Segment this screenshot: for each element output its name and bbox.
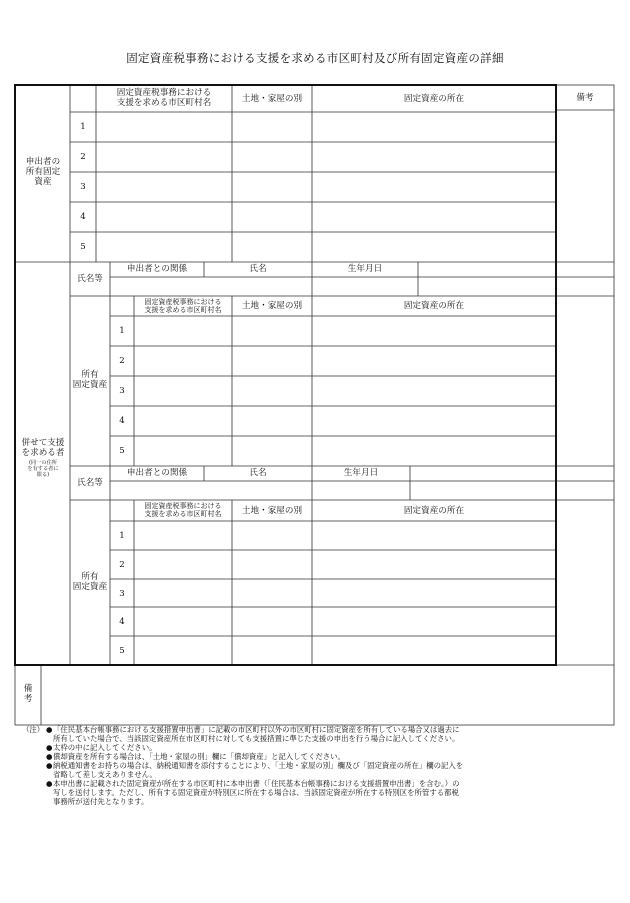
applicant-label: 申出者の 所有固定 資産: [25, 157, 61, 187]
municipality-header: 固定資産税事務における 支援を求める市区町村名: [144, 298, 222, 315]
birth-header: 生年月日: [343, 468, 379, 478]
row-number: 2: [80, 152, 86, 162]
relation-header: 申出者との関係: [126, 468, 188, 478]
location-header: 固定資産の所在: [403, 506, 465, 516]
row-number: 2: [119, 560, 125, 570]
name-header: 氏名: [249, 468, 267, 478]
notes-lead: （注）: [22, 725, 45, 734]
row-number: 5: [119, 646, 125, 656]
location-header: 固定資産の所在: [403, 94, 465, 104]
birth-header: 生年月日: [347, 264, 383, 274]
row-number: 5: [80, 242, 86, 252]
location-header: 固定資産の所在: [403, 301, 465, 311]
note-item: ● 太枠の中に記入してください。: [46, 743, 157, 752]
municipality-header: 固定資産税事務における 支援を求める市区町村名: [116, 88, 212, 108]
bullet: ●: [46, 761, 53, 770]
co-applicant-note: (同一の住所 を有する者に 限る): [27, 460, 59, 479]
name-header: 氏名: [249, 264, 267, 274]
bullet: ●: [46, 725, 53, 734]
row-number: 3: [119, 386, 125, 396]
note-item: ● 納税通知書をお持ちの場合は、納税通知書を添付することにより、「土地・家屋の別」欄及び「固定資産の所在」欄の記入を 省略して差し支えありません。: [46, 761, 464, 779]
note-item: （注） ● 「住民基本台帳事務における支援措置申出書」に記載の市区町村以外の市区町村に固定資産を所有している場合又は過去に 所有していた場合で、当該固定資産所在市区町村に対しても支援措置に準じた支援の申出を行う場合に記入してください。: [22, 725, 460, 743]
row-number: 2: [119, 356, 125, 366]
row-number: 3: [80, 182, 86, 192]
relation-header: 申出者との関係: [126, 264, 188, 274]
row-number: 1: [119, 326, 125, 336]
outer-frame: [15, 85, 614, 725]
row-number: 3: [119, 589, 125, 599]
row-number: 4: [119, 416, 125, 426]
co-applicant-label: 併せて支援 を求める者: [21, 438, 65, 458]
bullet: ●: [46, 743, 53, 752]
bullet: ●: [46, 779, 53, 788]
remarks-header: 備考: [576, 93, 594, 103]
bottom-remarks-label: 備 考: [23, 684, 33, 704]
note-item: ● 償却資産を所有する場合は、「土地・家屋の別」欄に「償却資産」と記入してください。: [46, 752, 345, 761]
row-number: 1: [80, 122, 86, 132]
row-number: 1: [119, 531, 125, 541]
assets-label: 所有 固定資産: [72, 370, 108, 390]
bullet: ●: [46, 752, 53, 761]
page-title: 固定資産税事務における支援を求める市区町村及び所有固定資産の詳細: [126, 51, 504, 65]
municipality-header: 固定資産税事務における 支援を求める市区町村名: [144, 502, 222, 519]
row-number: 4: [80, 212, 86, 222]
type-header: 土地・家屋の別: [241, 94, 303, 104]
notes: [22, 725, 562, 806]
type-header: 土地・家屋の別: [241, 301, 303, 311]
row-number: 5: [119, 446, 125, 456]
assets-label: 所有 固定資産: [72, 572, 108, 592]
type-header: 土地・家屋の別: [241, 506, 303, 516]
name-label: 氏名等: [77, 478, 103, 488]
row-number: 4: [119, 617, 125, 627]
name-label: 氏名等: [77, 274, 103, 284]
note-item: ● 本申出書に記載された固定資産が所在する市区町村に本申出書（「住民基本台帳事務における支援措置申出書」を含む。）の 写しを送付します。ただし、所有する固定資産が特別区に所在する場合は、当該固定資産が所在する特別区を所管する都税 事務所が送付先となります。: [46, 779, 460, 806]
